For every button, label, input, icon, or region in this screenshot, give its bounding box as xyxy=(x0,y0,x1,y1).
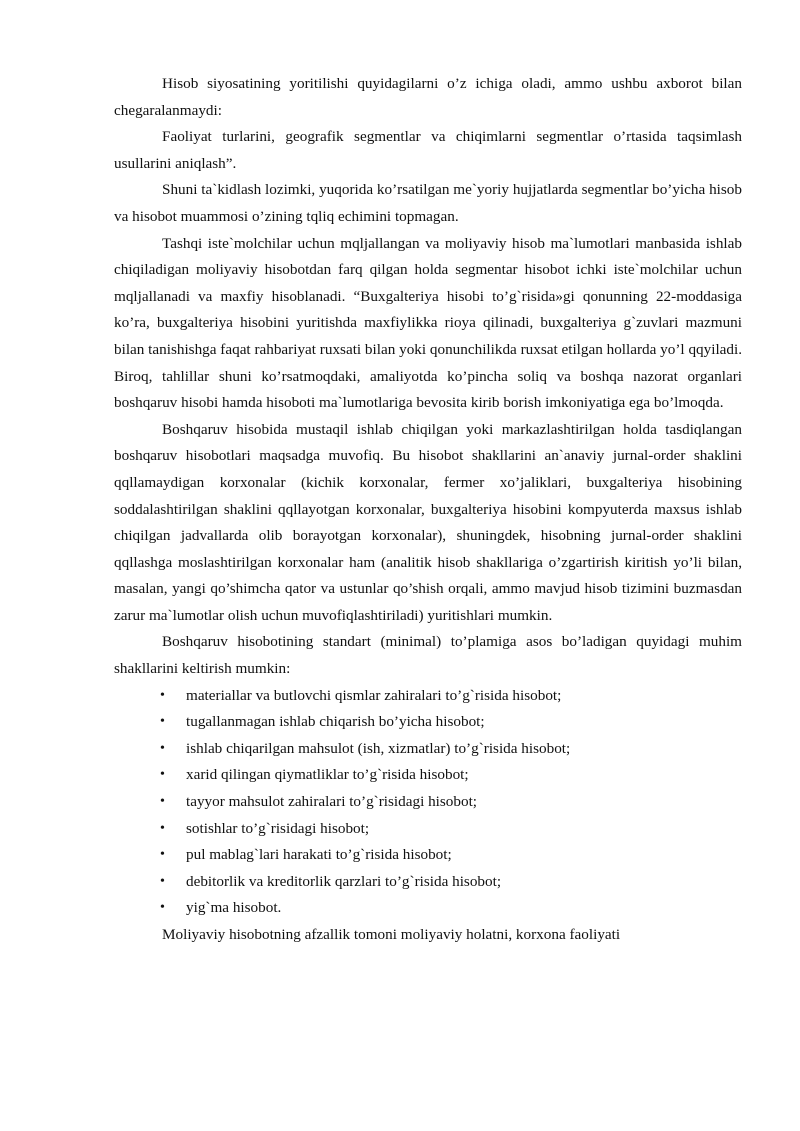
list-item xyxy=(114,762,742,789)
paragraph: Faoliyat turlarini, geografik segmentlar va chiqimlarni segmentlar o’rtasida taqsimlash usullarini aniqlash”. xyxy=(114,128,742,172)
list-item xyxy=(114,683,742,710)
paragraph: Tashqi iste`molchilar uchun mqljallangan va moliyaviy hisob ma`lumotlari manbasida ishlab chiqiladigan moliyaviy hisobotdan farq qilgan holda segmentar hisobot ichki iste`molchilar uchun mqljallanadi va maxfiy hisoblanadi. “Buxgalteriya hisobi to’g`risida»gi qonunning 22-moddasiga ko’ra, buxgalteriya hisobini yuritishda maxfiylikka rioya qilinadi, buxgalteriya g`zuvlari mazmuni bilan tanishishga faqat rahbariyat ruxsati bilan yoki qonunchilikda ruxsat etilgan hollarda yo’l qqyiladi. Biroq, tahlillar shuni ko’rsatmoqdaki, amaliyotda ko’pincha soliq va boshqa nazorat organlari boshqaruv hisobi hamda hisoboti ma`lumotlariga bevosita kirib borish imkoniyatiga ega bo’lmoqda. xyxy=(114,234,743,412)
list-item xyxy=(114,709,742,736)
list-item-text: pul mablag`lari harakati to’g`risida hisobot; xyxy=(186,846,452,864)
list-item xyxy=(114,895,742,922)
list-item-text: tugallanmagan ishlab chiqarish bo’yicha hisobot; xyxy=(186,713,485,731)
report-forms-list xyxy=(114,683,742,922)
list-item-text: materiallar va butlovchi qismlar zahiralari to’g`risida hisobot; xyxy=(186,686,562,704)
bullet-icon: • xyxy=(160,687,165,703)
bullet-icon: • xyxy=(160,714,165,730)
list-item-text: sotishlar to’g`risidagi hisobot; xyxy=(186,819,370,837)
bullet-icon: • xyxy=(160,794,165,810)
document-page xyxy=(114,71,742,949)
list-item-text: debitorlik va kreditorlik qarzlari to’g`risida hisobot; xyxy=(186,872,502,890)
list-item-text: ishlab chiqarilgan mahsulot (ish, xizmatlar) to’g`risida hisobot; xyxy=(186,739,571,757)
paragraph: Moliyaviy hisobotning afzallik tomoni moliyaviy holatni, korxona faoliyati xyxy=(162,926,621,943)
list-item-text: xarid qilingan qiymatliklar to’g`risida hisobot; xyxy=(186,766,469,784)
bullet-icon: • xyxy=(160,847,165,863)
bullet-icon: • xyxy=(160,820,165,836)
list-item xyxy=(114,789,742,816)
list-item-text: tayyor mahsulot zahiralari to’g`risidagi hisobot; xyxy=(186,793,478,811)
list-item xyxy=(114,842,742,869)
bullet-icon: • xyxy=(160,900,165,916)
paragraph: Hisob siyosatining yoritilishi quyidagilarni o’z ichiga oladi, ammo ushbu axborot bilan chegaralanmaydi: xyxy=(114,75,742,119)
list-item-text: yig`ma hisobot. xyxy=(186,899,282,917)
paragraph: Shuni ta`kidlash lozimki, yuqorida ko’rsatilgan me`yoriy hujjatlarda segmentlar bo’yicha hisob va hisobot muammosi o’zining tqliq echimini topmagan. xyxy=(114,181,742,225)
list-item xyxy=(114,736,742,763)
paragraph: Boshqaruv hisobida mustaqil ishlab chiqilgan yoki markazlashtirilgan holda tasdiqlangan boshqaruv hisobotlari maqsadga muvofiq. Bu hisobot shakllarini an`anaviy jurnal-order shaklini qqllamaydigan korxonalar (kichik korxonalar, fermer xo’jaliklari, buxgalteriya hisobining soddalashtirilgan shaklini qqllayotgan korxonalar, buxgalteriya hisobini kompyuterda maxsus ishlab chiqilgan jadvallarda olib borayotgan korxonalar), shuningdek, hisobning jurnal-order shaklini qqllashga moslashtirilgan korxonalar ham (analitik hisob shakllariga o’zgartirish kiritish yo’li bilan, masalan, yangi qo’shimcha qator va ustunlar qo’shish orqali, ammo mavjud hisob tizimini buzmasdan zarur ma`lumotlar olish uchun muvofiqlashtiriladi) yuritishlari mumkin. xyxy=(114,420,742,624)
list-item xyxy=(114,869,742,896)
list-item xyxy=(114,816,742,843)
paragraph: Boshqaruv hisobotining standart (minimal) to’plamiga asos bo’ladigan quyidagi muhim shakllarini keltirish mumkin: xyxy=(114,633,742,678)
bullet-icon: • xyxy=(160,873,165,889)
bullet-icon: • xyxy=(160,767,165,783)
bullet-icon: • xyxy=(160,740,165,756)
